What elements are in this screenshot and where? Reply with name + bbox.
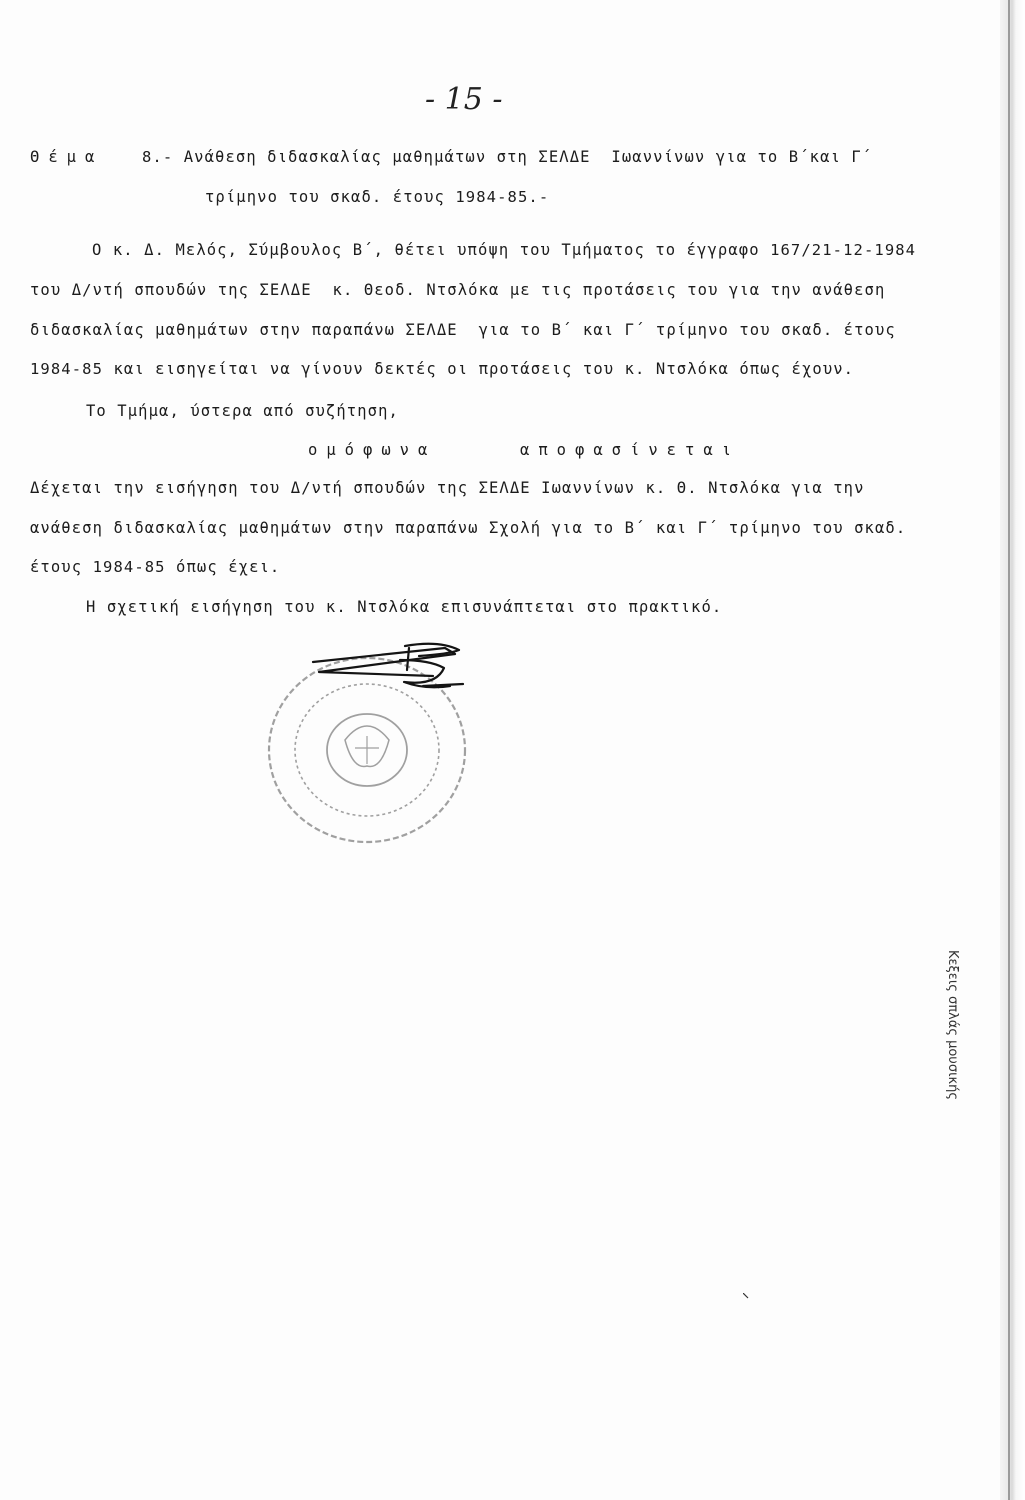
signature bbox=[313, 644, 463, 688]
paragraph-1-line-1: Ο κ. Δ. Μελός, Σύμβουλος Β΄, θέτει υπόψη του Τμήματος το έγγραφο 167/21-12-1984 bbox=[92, 241, 917, 259]
decision-word-2: αποφασίνεται bbox=[520, 441, 740, 459]
paragraph-3-line-3: έτους 1984-85 όπως έχει. bbox=[30, 558, 281, 576]
paragraph-4: Η σχετική εισήγηση του κ. Ντσλόκα επισυνάπτεται στο πρακτικό. bbox=[86, 598, 723, 616]
paragraph-1-line-4: 1984-85 και εισηγείται να γίνουν δεκτές οι προτάσεις του κ. Ντσλόκα όπως έχουν. bbox=[30, 360, 855, 378]
subject-line-1: 8.- Ανάθεση διδασκαλίας μαθημάτων στη ΣΕΛΔΕ Ιωαννίνων για το Β΄και Γ΄ bbox=[142, 148, 873, 166]
page-number: - 15 - bbox=[425, 82, 503, 117]
binding-edge bbox=[1000, 0, 1025, 1500]
paragraph-1-line-3: διδασκαλίας μαθημάτων στην παραπάνω ΣΕΛΔΕ για το Β΄ και Γ΄ τρίμηνο του σκαδ. έτους bbox=[30, 321, 896, 339]
paragraph-2: Το Τμήμα, ύστερα από συζήτηση, bbox=[86, 402, 399, 420]
paragraph-3-line-2: ανάθεση διδασκαλίας μαθημάτων στην παραπάνω Σχολή για το Β΄ και Γ΄ τρίμηνο του σκαδ. bbox=[30, 519, 907, 537]
stray-mark bbox=[743, 1284, 749, 1290]
margin-note: Κεξεις σπλάς μουσικής bbox=[945, 950, 960, 1100]
official-stamp bbox=[255, 640, 485, 860]
subject-line-2: τρίμηνο του σκαδ. έτους 1984-85.- bbox=[205, 188, 550, 206]
binding-line bbox=[1008, 0, 1010, 1500]
paragraph-3-line-1: Δέχεται την εισήγηση του Δ/ντή σπουδών της ΣΕΛΔΕ Ιωαννίνων κ. Θ. Ντσλόκα για την bbox=[30, 479, 865, 497]
paragraph-1-line-2: του Δ/ντή σπουδών της ΣΕΛΔΕ κ. Θεοδ. Ντσλόκα με τις προτάσεις του για την ανάθεση bbox=[30, 281, 886, 299]
decision-word-1: ομόφωνα bbox=[308, 441, 437, 459]
subject-label: Θέμα bbox=[30, 148, 104, 166]
